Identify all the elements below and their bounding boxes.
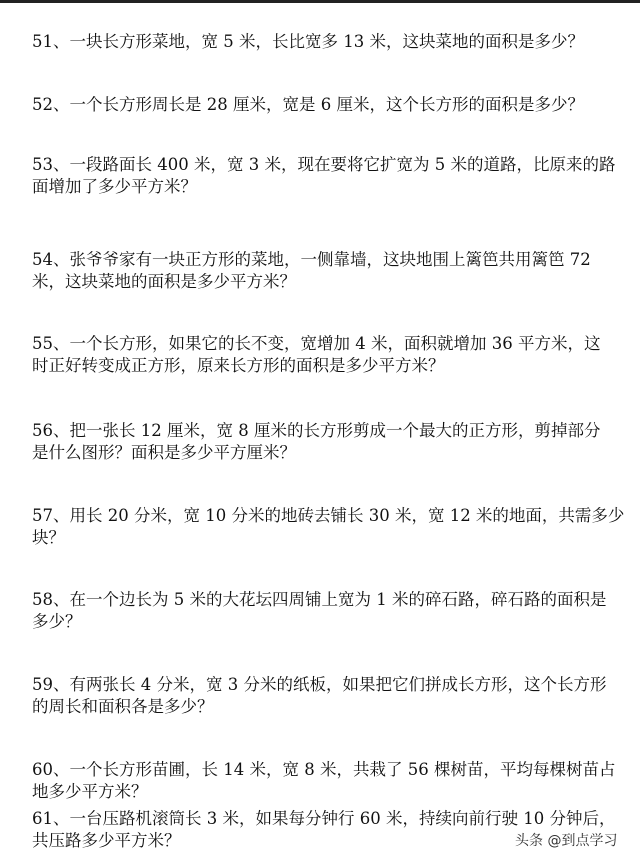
question-56 — [32, 420, 636, 464]
question-57 — [32, 505, 636, 549]
question-line: 56、把一张长 12 厘米，宽 8 厘米的长方形剪成一个最大的正方形，剪掉部分 — [32, 421, 601, 440]
question-line: 53、一段路面长 400 米，宽 3 米，现在要将它扩宽为 5 米的道路，比原来的路 — [32, 155, 616, 174]
question-line: 52、一个长方形周长是 28 厘米，宽是 6 厘米，这个长方形的面积是多少？ — [32, 95, 584, 114]
question-60 — [32, 759, 636, 803]
question-58 — [32, 589, 636, 633]
question-line: 地多少平方米？ — [32, 782, 148, 801]
question-54 — [32, 249, 636, 293]
question-line: 块？ — [32, 528, 65, 547]
question-line: 51、一块长方形菜地，宽 5 米，长比宽多 13 米，这块菜地的面积是多少？ — [32, 32, 584, 51]
question-55 — [32, 333, 636, 377]
question-59 — [32, 674, 636, 718]
question-line: 55、一个长方形，如果它的长不变，宽增加 4 米，面积就增加 36 平方米，这 — [32, 334, 601, 353]
question-line: 面增加了多少平方米？ — [32, 177, 197, 196]
top-border — [0, 0, 640, 3]
question-line: 是什么图形？面积是多少平方厘米？ — [32, 443, 296, 462]
question-line: 57、用长 20 分米，宽 10 分米的地砖去铺长 30 米，宽 12 米的地面，共需多少 — [32, 506, 625, 525]
question-line: 58、在一个边长为 5 米的大花坛四周铺上宽为 1 米的碎石路，碎石路的面积是 — [32, 590, 607, 609]
question-line: 共压路多少平方米？ — [32, 831, 181, 850]
question-line: 时正好转变成正方形，原来长方形的面积是多少平方米？ — [32, 356, 445, 375]
question-line: 54、张爷爷家有一块正方形的菜地，一侧靠墙，这块地围上篱笆共用篱笆 72 — [32, 250, 591, 269]
question-line: 60、一个长方形苗圃，长 14 米，宽 8 米，共栽了 56 棵树苗，平均每棵树苗占 — [32, 760, 616, 779]
question-line: 多少？ — [32, 612, 82, 631]
question-line: 的周长和面积各是多少？ — [32, 697, 214, 716]
question-line: 61、一台压路机滚筒长 3 米，如果每分钟行 60 米，持续向前行驶 10 分钟后， — [32, 809, 616, 828]
question-51 — [32, 31, 636, 53]
question-line: 59、有两张长 4 分米，宽 3 分米的纸板，如果把它们拼成长方形，这个长方形 — [32, 675, 607, 694]
watermark: 头条 @到点学习 — [515, 833, 618, 849]
question-53 — [32, 154, 636, 198]
question-line: 米，这块菜地的面积是多少平方米？ — [32, 272, 296, 291]
question-52 — [32, 94, 636, 116]
